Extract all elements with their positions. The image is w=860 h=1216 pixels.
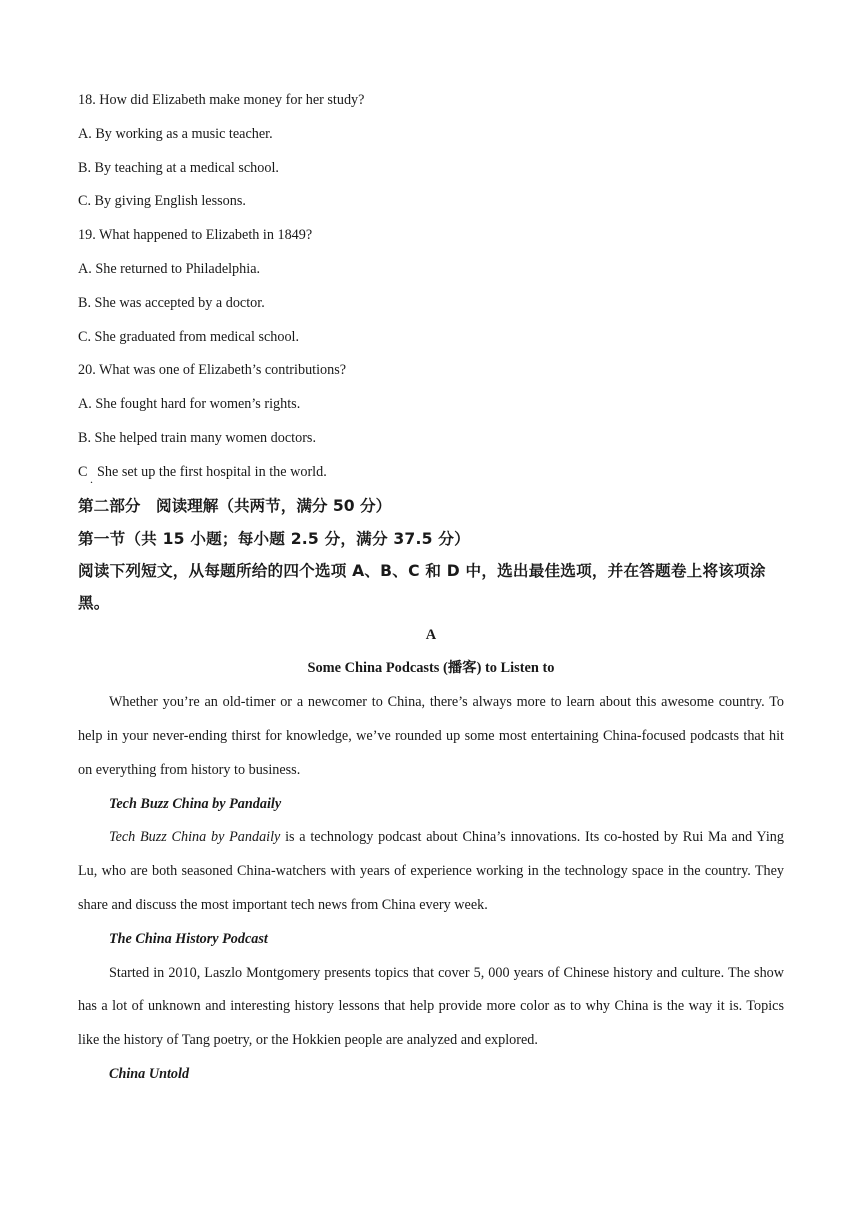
question-18-option-c: C. By giving English lessons. [78, 193, 246, 210]
question-19-option-b: B. She was accepted by a doctor. [78, 294, 265, 311]
section-instruction: 阅读下列短文，从每题所给的四个选项 A、B、C 和 D 中，选出最佳选项，并在答题卷上将该项涂黑。 [78, 561, 766, 612]
question-20-option-a: A. She fought hard for women’s rights. [78, 396, 301, 413]
passage-title: Some China Podcasts (播客) to Listen to [307, 660, 555, 677]
question-20-option-b: B. She helped train many women doctors. [78, 429, 316, 446]
podcast-1-text: is a technology podcast about China’s innovations. Its co-hosted by Rui Ma and Ying Lu, who are both seasoned China-watchers with years of experience working in the technology space in the country. They share and discuss the most important tech news from China every week. [78, 829, 784, 913]
question-20-option-c [78, 456, 784, 490]
option-c-dot: . [90, 471, 93, 486]
question-20-stem: 20. What was one of Elizabeth’s contributions? [78, 362, 347, 379]
question-19-option-a: A. She returned to Philadelphia. [78, 260, 261, 277]
question-18-option-b: B. By teaching at a medical school. [78, 159, 279, 176]
exam-page [78, 84, 784, 1092]
podcast-2-paragraph: Started in 2010, Laszlo Montgomery presents topics that cover 5, 000 years of Chinese history and culture. The show has a lot of unknown and interesting history lessons that help provide more color as to why China is the way it is. Topics like the history of Tang poetry, or the Hokkien people are analyzed and explored. [78, 964, 784, 1049]
podcast-1-lead: Tech Buzz China by Pandaily [109, 829, 281, 846]
passage-letter: A [425, 626, 437, 643]
question-18-option-a: A. By working as a music teacher. [78, 125, 273, 142]
option-c-text: She set up the first hospital in the world. [97, 463, 327, 480]
podcast-3-heading: China Untold [109, 1065, 190, 1082]
podcast-1-heading: Tech Buzz China by Pandaily [109, 795, 282, 812]
podcast-2-heading: The China History Podcast [109, 930, 268, 947]
question-19-stem: 19. What happened to Elizabeth in 1849? [78, 227, 313, 244]
section-subtitle: 第一节（共 15 小题；每小题 2.5 分，满分 37.5 分） [78, 529, 470, 548]
question-18-stem: 18. How did Elizabeth make money for her study? [78, 92, 365, 108]
option-c-letter: C [78, 463, 88, 480]
question-19-option-c: C. She graduated from medical school. [78, 328, 300, 345]
podcast-1-paragraph [78, 821, 784, 922]
part-title: 第二部分 阅读理解（共两节，满分 50 分） [78, 496, 392, 515]
passage-intro: Whether you’re an old-timer or a newcomer to China, there’s always more to learn about this awesome country. To help in your never-ending thirst for knowledge, we’ve rounded up some most entertaining China-focused podcasts that hit on everything from history to business. [78, 694, 784, 778]
